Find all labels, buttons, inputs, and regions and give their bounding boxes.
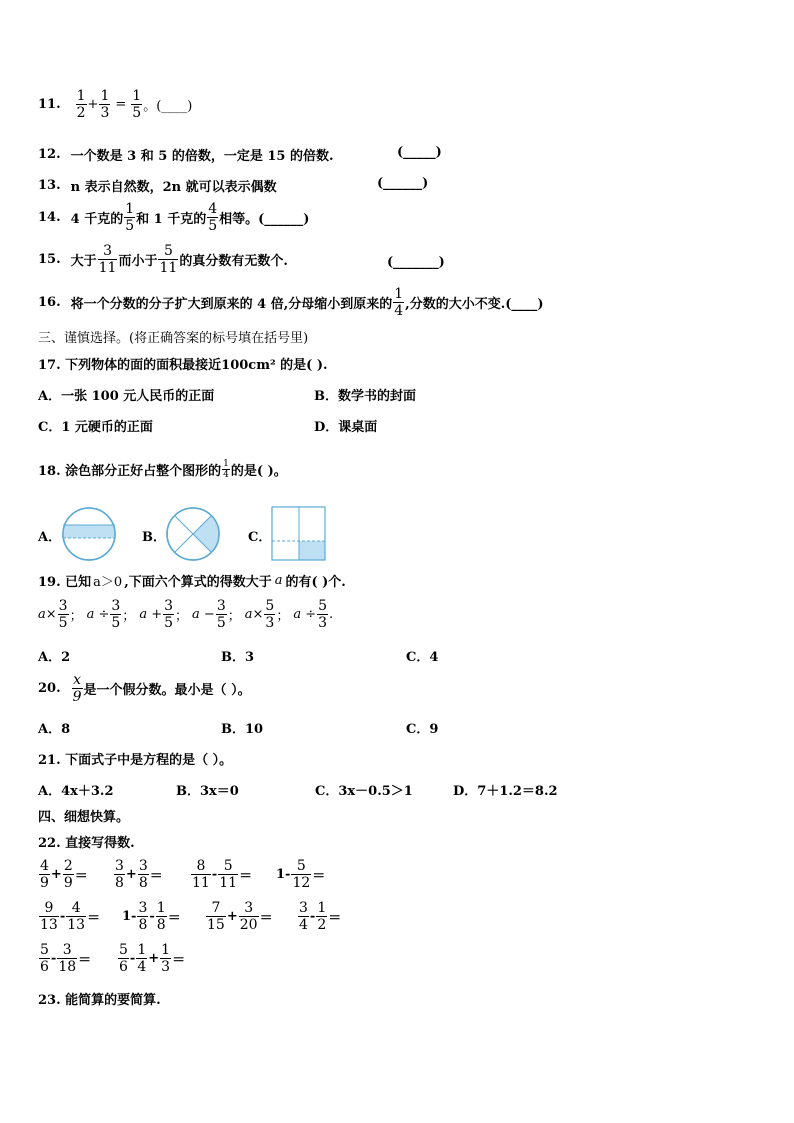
question-number: 12. (38, 147, 61, 162)
question-11: 11. $\frac{1}{2}$ + $\frac{1}{3}$ = $\frac{1}{5}$ 。(____) (38, 88, 193, 122)
arithmetic-expression (38, 900, 100, 933)
option-b[interactable]: B．数学书的封面 (314, 389, 416, 404)
question-22: 22. 直接写得数. (38, 836, 135, 851)
question-17: 17. 下列物体的面的面积最接近100cm² 的是( ). (38, 358, 328, 373)
equals-sign: ＝ (312, 869, 326, 885)
option-c[interactable]: C．3x－0.5＞1 (315, 784, 413, 799)
question-13 (38, 176, 277, 195)
question-text: 一个数是 3 和 5 的倍数，一定是 15 的倍数. (70, 149, 334, 164)
shaded-region (61, 525, 117, 538)
fraction: $\frac{1}{4}$ (137, 942, 147, 976)
fraction: $\frac{5}{11}$ (159, 243, 178, 277)
fraction: $\frac{1}{2}$ (317, 900, 327, 934)
fraction: $\frac{3}{20}$ (239, 900, 258, 934)
fraction: $\frac{5}{11}$ (219, 858, 238, 892)
option-c[interactable]: C．9 (406, 722, 439, 737)
arithmetic-expression (113, 858, 163, 891)
operator: + (226, 909, 238, 925)
fraction: $\frac{1}{5}$ (125, 201, 135, 235)
operator: - (309, 909, 316, 925)
question-number: 16. (38, 295, 61, 311)
arithmetic-expression (190, 858, 252, 891)
fraction: $\frac{5}{6}$ (40, 942, 49, 976)
option-b[interactable]: B．10 (221, 722, 264, 737)
arithmetic-expression (297, 900, 341, 933)
operator: - (149, 909, 155, 925)
question-20: 20. $\frac{x}{9}$ 是一个假分数。最小是（ ）。 (38, 672, 251, 706)
option-c[interactable]: C．1 元硬币的正面 (38, 420, 153, 435)
arithmetic-expression (38, 942, 91, 975)
figure-a-circle (61, 507, 117, 561)
fraction: $\frac{5}{6}$ (119, 942, 128, 976)
question-number: 11. (38, 97, 61, 113)
question-14: 14. 4 千克的 $\frac{1}{5}$ 和 1 千克的 $\frac{4}{5}$ 相等。(______) (38, 201, 310, 235)
operator: 1- (276, 867, 291, 883)
fraction: $\frac{4}{5}$ (208, 201, 218, 235)
operator: - (50, 951, 57, 967)
equals-sign: ＝ (149, 869, 163, 885)
figure-c-square (271, 506, 327, 562)
answer-blank[interactable]: (_____) (397, 145, 442, 160)
operator: + (50, 867, 62, 883)
fraction: $\frac{1}{8}$ (156, 900, 166, 934)
option-a[interactable]: A．2 (38, 650, 71, 665)
arithmetic-expression (38, 858, 88, 891)
question-number: 14. (38, 210, 61, 226)
fraction: $\frac{x}{9}$ (72, 672, 82, 706)
question-18: 18. 涂色部分正好占整个图形的 $\frac{1}{4}$ 的是( )。 (38, 459, 287, 481)
section-heading: 三、谨慎选择。(将正确答案的标号填在括号里) (38, 331, 309, 346)
equals-sign: ＝ (239, 869, 253, 885)
option-b[interactable]: B．3x＝0 (176, 784, 239, 799)
q19-expressions: a× $\frac{3}{5}$ ； a ÷ $\frac{3}{5}$ ； a + $\frac{3}{5}$ ； a − $\frac{3}{5}$ ； a× $\frac{5}{3}$ ； a ÷ $\frac{5}{3}$ . (38, 598, 334, 632)
shaded-region (299, 541, 325, 560)
arithmetic-expression (117, 942, 185, 975)
fraction: $\frac{1}{3}$ (100, 88, 110, 122)
arithmetic-expression (276, 858, 325, 891)
fraction: $\frac{4}{9}$ (40, 858, 49, 892)
question-number: 13. (38, 178, 61, 193)
operator: - (211, 867, 218, 883)
question-19: 19. 已知 a＞0 ,下面六个算式的得数大于 a 的有( )个. (38, 573, 346, 590)
answer-blank[interactable]: 。(____) (143, 99, 193, 115)
fraction: $\frac{3}{8}$ (138, 900, 148, 934)
section-heading: 四、细想快算。 (38, 810, 130, 825)
fraction: $\frac{3}{8}$ (115, 858, 124, 892)
fraction: $\frac{1}{2}$ (76, 88, 86, 122)
operator: - (59, 909, 66, 925)
question-number: 15. (38, 252, 61, 268)
operator: - (129, 951, 136, 967)
fraction: $\frac{3}{18}$ (58, 942, 77, 976)
operator: 1- (122, 909, 137, 925)
question-number: 20. (38, 681, 61, 697)
fraction: $\frac{5}{12}$ (292, 858, 311, 892)
answer-blank[interactable]: (_______) (387, 255, 445, 270)
question-21: 21. 下面式子中是方程的是（ ）。 (38, 753, 233, 768)
equals-sign: ＝ (259, 911, 273, 927)
fraction: $\frac{2}{9}$ (63, 858, 73, 892)
fraction: $\frac{7}{15}$ (207, 900, 225, 934)
question-16: 16. 将一个分数的分子扩大到原来的 4 倍,分母缩小到原来的 $\frac{1}{4}$ ,分数的大小不变.(____) (38, 286, 544, 320)
option-d[interactable]: D．7＋1.2＝8.2 (453, 784, 558, 799)
equals-sign: ＝ (167, 911, 181, 927)
option-a[interactable]: A．8 (38, 722, 71, 737)
answer-blank[interactable]: ,分数的大小不变.(____) (405, 297, 544, 313)
option-d[interactable]: D．课桌面 (314, 420, 378, 435)
fraction: $\frac{1}{3}$ (161, 942, 171, 976)
equals-sign: ＝ (78, 953, 92, 969)
arithmetic-expression (205, 900, 273, 933)
fraction: $\frac{3}{4}$ (299, 900, 308, 934)
fraction: $\frac{3}{11}$ (98, 243, 117, 277)
fraction: $\frac{3}{8}$ (138, 858, 148, 892)
question-15: 15. 大于 $\frac{3}{11}$ 而小于 $\frac{5}{11}$ 的真分数有无数个. (38, 243, 288, 277)
fraction: $\frac{1}{5}$ (132, 88, 142, 122)
question-text: n 表示自然数，2n 就可以表示偶数 (70, 180, 277, 195)
question-23: 23. 能简算的要简算. (38, 993, 161, 1008)
figure-b-circle (165, 507, 221, 561)
fraction: $\frac{8}{11}$ (192, 858, 210, 892)
fraction: $\frac{1}{4}$ (394, 286, 404, 320)
option-b[interactable]: B． (142, 530, 166, 545)
option-c[interactable]: C．4 (406, 650, 439, 665)
equals-sign: ＝ (74, 869, 88, 885)
fraction: $\frac{1}{4}$ (223, 459, 229, 481)
option-c[interactable]: C． (248, 530, 272, 545)
condition: a＞0 (93, 575, 123, 590)
equals-sign: ＝ (172, 953, 186, 969)
question-12 (38, 145, 334, 164)
arithmetic-expression (122, 900, 181, 933)
equals-sign: ＝ (328, 911, 342, 927)
option-a[interactable]: A．4x＋3.2 (38, 784, 114, 799)
operator: + (125, 867, 137, 883)
option-b[interactable]: B．3 (221, 650, 255, 665)
option-a[interactable]: A． (38, 530, 62, 545)
fraction: $\frac{9}{13}$ (40, 900, 58, 934)
fraction: $\frac{4}{13}$ (67, 900, 86, 934)
operator: + (148, 951, 160, 967)
answer-blank[interactable]: (______) (377, 176, 429, 191)
answer-blank[interactable]: 相等。(______) (219, 212, 310, 228)
equals-sign: ＝ (87, 911, 101, 927)
option-a[interactable]: A．一张 100 元人民币的正面 (38, 389, 215, 404)
